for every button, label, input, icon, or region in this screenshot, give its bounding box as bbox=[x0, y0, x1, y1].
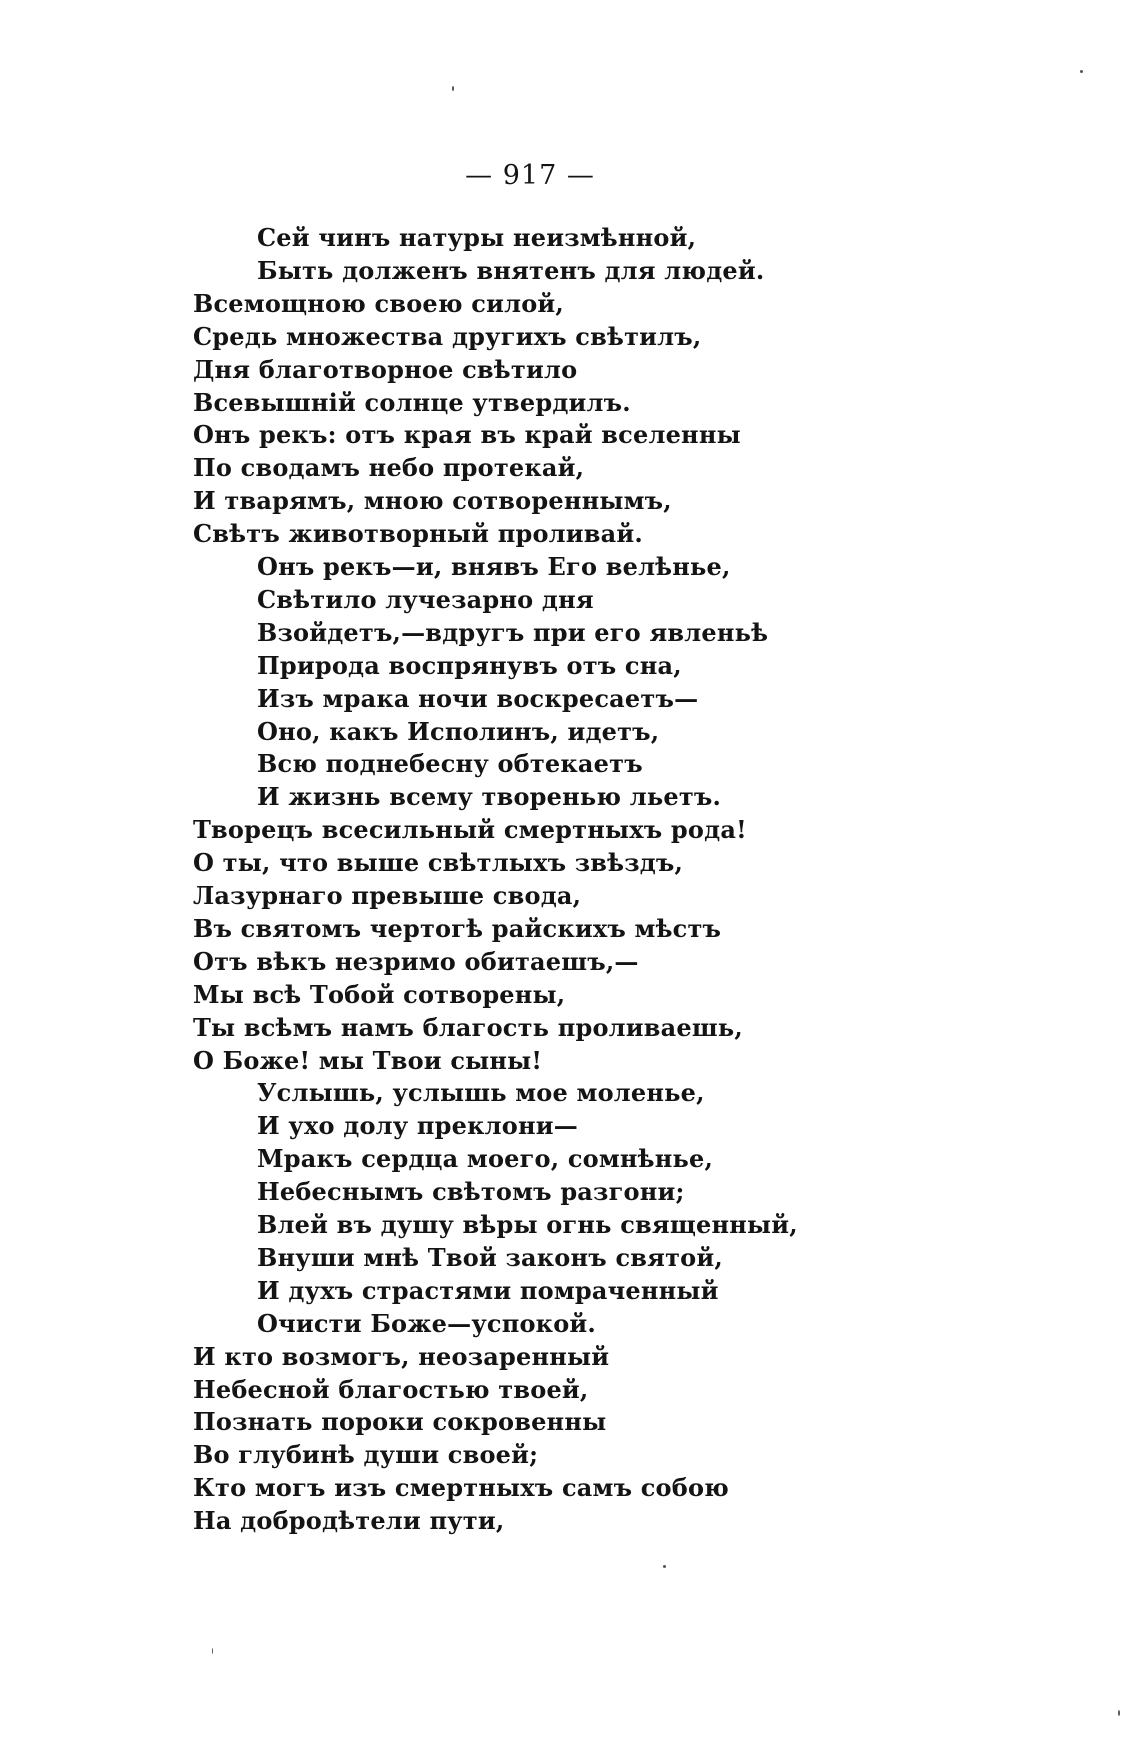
poem-line: Ты всѣмъ намъ благость проливаешь, bbox=[193, 1012, 743, 1042]
poem-line: И жизнь всему творенью льетъ. bbox=[257, 782, 722, 812]
poem-line: О ты, что выше свѣтлыхъ звѣздъ, bbox=[193, 848, 684, 878]
poem-line: По сводамъ небо протекай, bbox=[193, 453, 585, 483]
scan-speck bbox=[1080, 70, 1083, 73]
scan-speck bbox=[1118, 1710, 1120, 1716]
poem-line: Изъ мрака ночи воскресаетъ— bbox=[257, 683, 699, 713]
poem-line: Быть долженъ внятенъ для людей. bbox=[257, 255, 765, 285]
poem-line: Очисти Боже—успокой. bbox=[257, 1308, 596, 1338]
poem-line: Мракъ сердца моего, сомнѣнье, bbox=[257, 1144, 714, 1174]
poem-line: Небеснымъ свѣтомъ разгони; bbox=[257, 1177, 685, 1207]
poem-line: Небесной благостью твоей, bbox=[193, 1374, 589, 1404]
poem-line: Влей въ душу вѣры огнь священный, bbox=[257, 1210, 798, 1239]
poem-line: Свѣтило лучезарно дня bbox=[257, 584, 594, 614]
poem-line: Оно, какъ Исполинъ, идетъ, bbox=[257, 716, 660, 746]
poem-line: И духъ страстями помраченный bbox=[257, 1275, 719, 1305]
poem-line: Познать пороки сокровенны bbox=[193, 1407, 607, 1437]
page-number: — 917 — bbox=[465, 160, 595, 191]
poem-line: Сей чинъ натуры неизмѣнной, bbox=[257, 223, 697, 252]
poem-line: Средь множества другихъ свѣтилъ, bbox=[193, 321, 702, 351]
poem-line: Всю поднебесну обтекаетъ bbox=[257, 749, 643, 779]
scan-speck bbox=[212, 1648, 213, 1654]
scan-speck bbox=[452, 86, 454, 91]
poem-line: Онъ рекъ: отъ края въ край вселенны bbox=[193, 420, 741, 450]
poem-line: Внуши мнѣ Твой законъ святой, bbox=[257, 1242, 723, 1272]
poem-line: На добродѣтели пути, bbox=[193, 1506, 505, 1536]
poem-line: Всемощною своею силой, bbox=[193, 288, 564, 318]
poem-line: Мы всѣ Тобой сотворены, bbox=[193, 979, 566, 1009]
poem-line: Взойдетъ,—вдругъ при его явленьѣ bbox=[257, 617, 769, 647]
poem-line: Онъ рекъ—и, внявъ Его велѣнье, bbox=[257, 552, 731, 581]
poem-line: Кто могъ изъ смертныхъ самъ собою bbox=[193, 1473, 729, 1503]
poem-line: Творецъ всесильный смертныхъ рода! bbox=[193, 815, 747, 845]
poem-line: Услышь, услышь мое моленье, bbox=[257, 1078, 705, 1108]
poem-line: Всевышній солнце утвердилъ. bbox=[193, 387, 631, 417]
poem-line: И кто возмогъ, неозаренный bbox=[193, 1341, 610, 1371]
poem-line: Дня благотворное свѣтило bbox=[193, 354, 578, 384]
poem-line: И ухо долу преклони— bbox=[257, 1111, 578, 1141]
poem-line: И тварямъ, мною сотвореннымъ, bbox=[193, 486, 672, 516]
poem-line: Отъ вѣкъ незримо обитаешъ,— bbox=[193, 946, 639, 976]
poem-line: Свѣтъ животворный проливай. bbox=[193, 519, 643, 549]
poem-line: Во глубинѣ души своей; bbox=[193, 1440, 539, 1470]
scan-speck bbox=[663, 1565, 666, 1568]
poem-line: О Боже! мы Твои сыны! bbox=[193, 1045, 543, 1075]
poem-line: Въ святомъ чертогѣ райскихъ мѣстъ bbox=[193, 913, 722, 943]
poem-line: Природа воспрянувъ отъ сна, bbox=[257, 650, 682, 680]
poem-line: Лазурнаго превыше свода, bbox=[193, 881, 582, 910]
